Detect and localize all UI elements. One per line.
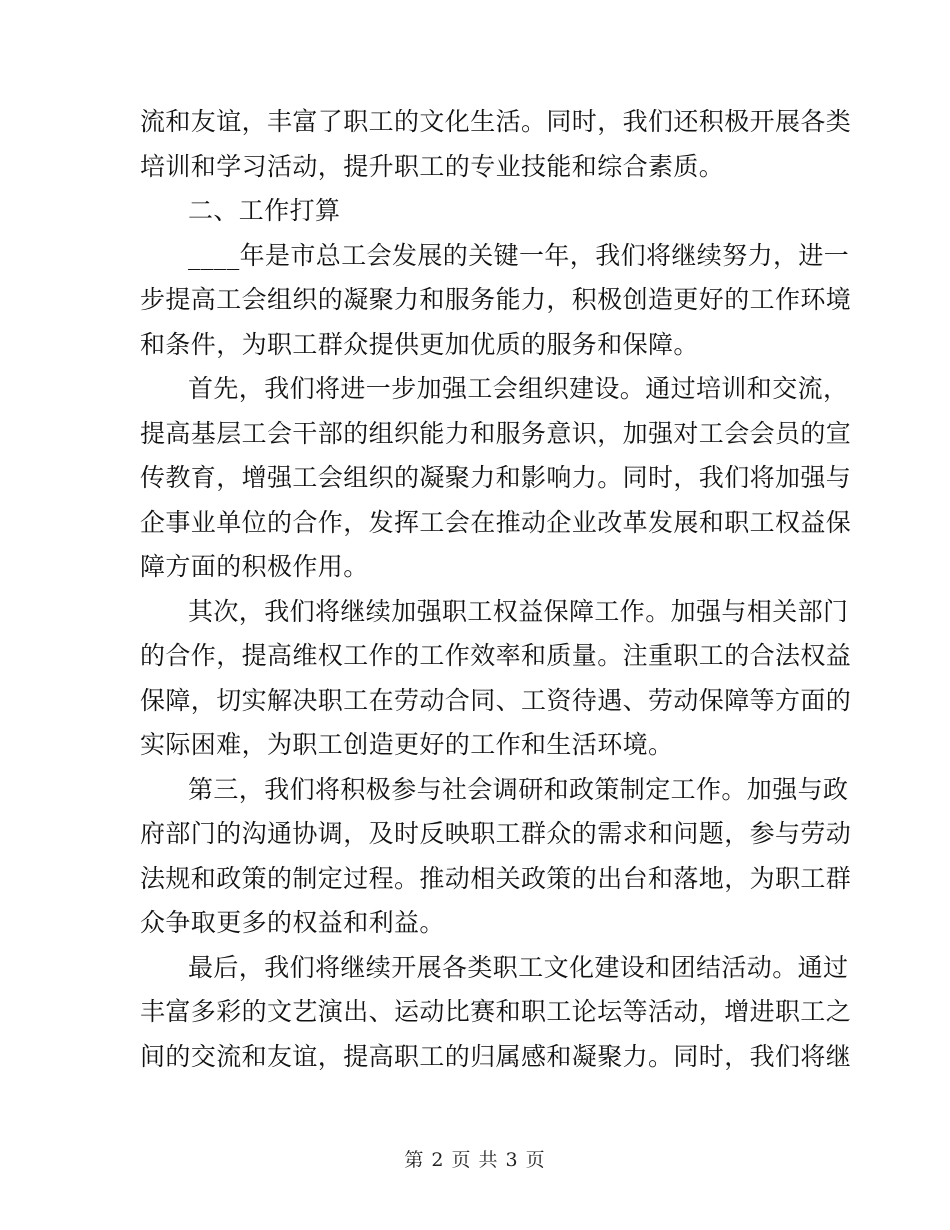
text-block <box>140 100 852 1079</box>
text-line <box>140 323 796 368</box>
text-line <box>140 990 852 1035</box>
text-line-content: 提高基层工会干部的组织能力和服务意识，加强对工会会员的宣 <box>140 418 852 448</box>
text-line-content: 实际困难，为职工创造更好的工作和生活环境。 <box>140 730 674 759</box>
text-line <box>140 901 796 946</box>
text-line-content: 的合作，提高维权工作的工作效率和质量。注重职工的合法权益 <box>140 641 852 670</box>
text-line <box>140 456 852 501</box>
document-body <box>140 100 852 1079</box>
text-line <box>140 679 852 724</box>
text-line <box>140 234 850 279</box>
text-line-content: 第三，我们将积极参与社会调研和政策制定工作。加强与政 <box>188 774 849 804</box>
text-line <box>140 278 852 323</box>
text-line <box>140 857 852 902</box>
text-line-content: ____年是市总工会发展的关键一年，我们将继续努力，进一 <box>188 240 850 270</box>
text-line <box>140 723 796 768</box>
page-number-footer: 第 2 页 共 3 页 <box>404 1149 546 1171</box>
text-line-content: 其次，我们将继续加强职工权益保障工作。加强与相关部门 <box>188 596 849 626</box>
text-line-content: 和条件，为职工群众提供更加优质的服务和保障。 <box>140 329 699 359</box>
text-line-content: 培训和学习活动，提升职工的专业技能和综合素质。 <box>140 151 725 181</box>
text-line <box>140 1035 852 1080</box>
text-line-content: 二、工作打算 <box>188 196 341 225</box>
text-line-content: 企事业单位的合作，发挥工会在推动企业改革发展和职工权益保 <box>140 507 852 537</box>
text-line <box>140 768 849 813</box>
text-line <box>140 634 852 679</box>
text-line-content: 障方面的积极作用。 <box>140 552 369 581</box>
text-line-content: 传教育，增强工会组织的凝聚力和影响力。同时，我们将加强与 <box>140 463 852 492</box>
text-line <box>140 545 796 590</box>
text-line-content: 最后，我们将继续开展各类职工文化建设和团结活动。通过 <box>188 952 849 982</box>
text-line <box>140 946 849 991</box>
text-line <box>140 189 796 234</box>
text-line-content: 步提高工会组织的凝聚力和服务能力，积极创造更好的工作环境 <box>140 285 852 314</box>
text-line <box>140 367 849 412</box>
text-line-content: 府部门的沟通协调，及时反映职工群众的需求和问题，参与劳动 <box>140 819 852 848</box>
text-line-content: 众争取更多的权益和利益。 <box>140 908 445 937</box>
text-line <box>140 501 852 546</box>
text-line-content: 保障，切实解决职工在劳动合同、工资待遇、劳动保障等方面的 <box>140 685 852 715</box>
text-line-content: 丰富多彩的文艺演出、运动比赛和职工论坛等活动，增进职工之 <box>140 997 852 1026</box>
text-line-content: 法规和政策的制定过程。推动相关政策的出台和落地，为职工群 <box>140 863 852 893</box>
text-line <box>140 590 849 635</box>
text-line <box>140 100 852 145</box>
text-line <box>140 145 796 190</box>
text-line-content: 首先，我们将进一步加强工会组织建设。通过培训和交流， <box>188 374 849 403</box>
text-line-content: 间的交流和友谊，提高职工的归属感和凝聚力。同时，我们将继 <box>140 1041 852 1071</box>
text-line <box>140 412 852 457</box>
text-line-content: 流和友谊，丰富了职工的文化生活。同时，我们还积极开展各类 <box>140 107 852 136</box>
text-line <box>140 812 852 857</box>
